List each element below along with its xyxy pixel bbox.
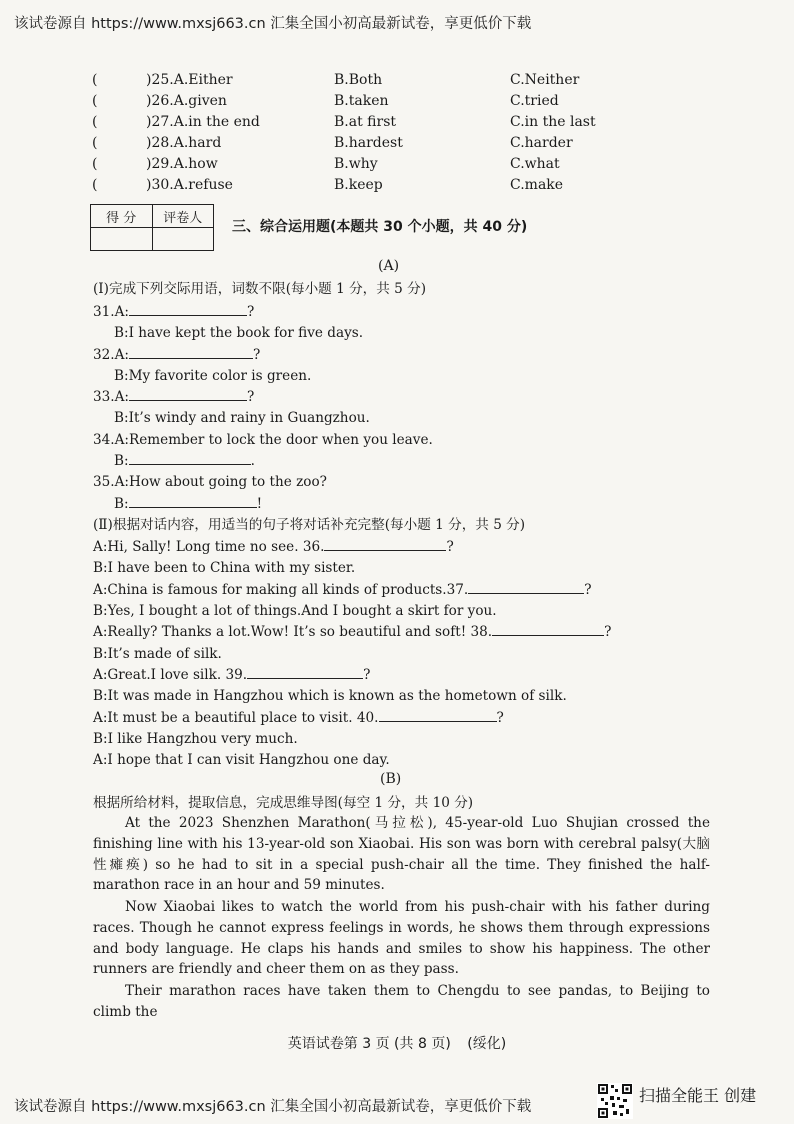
q31-a: 31.A: ? [93, 304, 255, 320]
page-footer [0, 1033, 794, 1053]
q33-a: 33.A: ? [93, 389, 255, 405]
top-banner: 该试卷源自 https://www.mxsj663.cn 汇集全国小初高最新试卷，享更低价下载 [14, 16, 532, 32]
answer-paren: ( [92, 114, 98, 130]
qr-code-icon [597, 1083, 633, 1119]
answer-paren: ( [92, 72, 98, 88]
answer-blank[interactable] [247, 665, 363, 679]
answer-blank[interactable] [129, 494, 257, 508]
section-title: 三、综合运用题(本题共 30 个小题，共 40 分) [232, 219, 528, 235]
option-b: B.at first [334, 114, 397, 130]
answer-blank[interactable] [468, 580, 584, 594]
dialogue-line-10: B:I like Hangzhou very much. [93, 731, 298, 747]
q32-b: B:My favorite color is green. [114, 368, 312, 384]
dialogue-line-4: B:Yes, I bought a lot of things.And I bought a skirt for you. [93, 603, 497, 619]
page-number: 英语试卷第 3 页 (共 8 页) [287, 1036, 451, 1052]
dialogue-line-7: A:Great.I love silk. 39. ? [93, 667, 371, 683]
answer-paren: ( [92, 156, 98, 172]
option-a: )29.A.how [146, 156, 218, 172]
dialogue-line-8: B:It was made in Hangzhou which is known as the hometown of silk. [93, 688, 567, 704]
answer-paren: ( [92, 177, 98, 193]
passage-paragraph-1: At the 2023 Shenzhen Marathon(马拉松), 45-year-old Luo Shujian crossed the finishing line with his 13-year-old son Xiaobai. His son was born with cerebral palsy(大脑性瘫痪) so he had to sit in a special push-chair all the time. They finished the half-marathon race in an hour and 59 minutes. [93, 815, 710, 894]
passage-paragraph-2: Now Xiaobai likes to watch the world from his push-chair with his father during races. Though he cannot express feelings in words, he shows them through expressions and body language. He claps his hands and smiles to show his happiness. The other runners are friendly and cheer them on as they pass. [93, 899, 710, 978]
answer-blank[interactable] [129, 451, 251, 465]
bottom-banner: 该试卷源自 https://www.mxsj663.cn 汇集全国小初高最新试卷，享更低价下载 [14, 1099, 532, 1115]
option-b: B.why [334, 156, 378, 172]
part-a-label: (A) [378, 258, 400, 274]
region-label: (绥化) [467, 1036, 507, 1052]
part-a-instruction-1: (Ⅰ)完成下列交际用语，词数不限(每小题 1 分，共 5 分) [93, 281, 427, 297]
dialogue-line-1: A:Hi, Sally! Long time no see. 36. ? [93, 539, 454, 555]
scanner-watermark: 扫描全能王 创建 [639, 1086, 757, 1105]
option-b: B.taken [334, 93, 389, 109]
option-a: )30.A.refuse [146, 177, 233, 193]
option-c: C.Neither [510, 72, 580, 88]
grader-cell[interactable] [152, 228, 214, 251]
option-a: )28.A.hard [146, 135, 222, 151]
option-a: )27.A.in the end [146, 114, 260, 130]
score-table [90, 204, 214, 251]
q35-a: 35.A:How about going to the zoo? [93, 474, 327, 490]
answer-blank[interactable] [492, 622, 604, 636]
answer-blank[interactable] [129, 302, 247, 316]
option-c: C.harder [510, 135, 573, 151]
q35-b: B: ! [114, 496, 263, 512]
part-a-instruction-2: (Ⅱ)根据对话内容，用适当的句子将对话补充完整(每小题 1 分，共 5 分) [93, 517, 526, 533]
answer-blank[interactable] [129, 387, 247, 401]
q32-a: 32.A: ? [93, 347, 261, 363]
dialogue-line-9: A:It must be a beautiful place to visit. 40. ? [93, 710, 504, 726]
q33-b: B:It’s windy and rainy in Guangzhou. [114, 410, 370, 426]
dialogue-line-5: A:Really? Thanks a lot.Wow! It’s so beautiful and soft! 38. ? [93, 624, 612, 640]
option-c: C.make [510, 177, 564, 193]
option-b: B.keep [334, 177, 383, 193]
answer-paren: ( [92, 135, 98, 151]
option-b: B.Both [334, 72, 383, 88]
answer-blank[interactable] [324, 537, 446, 551]
passage-paragraph-3: Their marathon races have taken them to Chengdu to see pandas, to Beijing to climb the [93, 983, 710, 1020]
q34-a: 34.A:Remember to lock the door when you leave. [93, 432, 433, 448]
dialogue-line-11: A:I hope that I can visit Hangzhou one day. [93, 752, 390, 768]
dialogue-line-3: A:China is famous for making all kinds of products.37. ? [93, 582, 592, 598]
part-b-instruction: 根据所给材料，提取信息，完成思维导图(每空 1 分，共 10 分) [93, 795, 474, 811]
score-cell[interactable] [91, 228, 153, 251]
option-a: )25.A.Either [146, 72, 233, 88]
option-c: C.what [510, 156, 560, 172]
answer-blank[interactable] [379, 708, 497, 722]
score-header: 得 分 [91, 205, 153, 228]
option-c: C.tried [510, 93, 559, 109]
part-b-label: (B) [380, 771, 402, 787]
grader-header: 评卷人 [152, 205, 214, 228]
answer-paren: ( [92, 93, 98, 109]
dialogue-line-6: B:It’s made of silk. [93, 646, 222, 662]
q34-b: B: . [114, 453, 255, 469]
option-a: )26.A.given [146, 93, 227, 109]
q31-b: B:I have kept the book for five days. [114, 325, 364, 341]
option-b: B.hardest [334, 135, 403, 151]
dialogue-line-2: B:I have been to China with my sister. [93, 560, 356, 576]
option-c: C.in the last [510, 114, 596, 130]
answer-blank[interactable] [129, 345, 253, 359]
